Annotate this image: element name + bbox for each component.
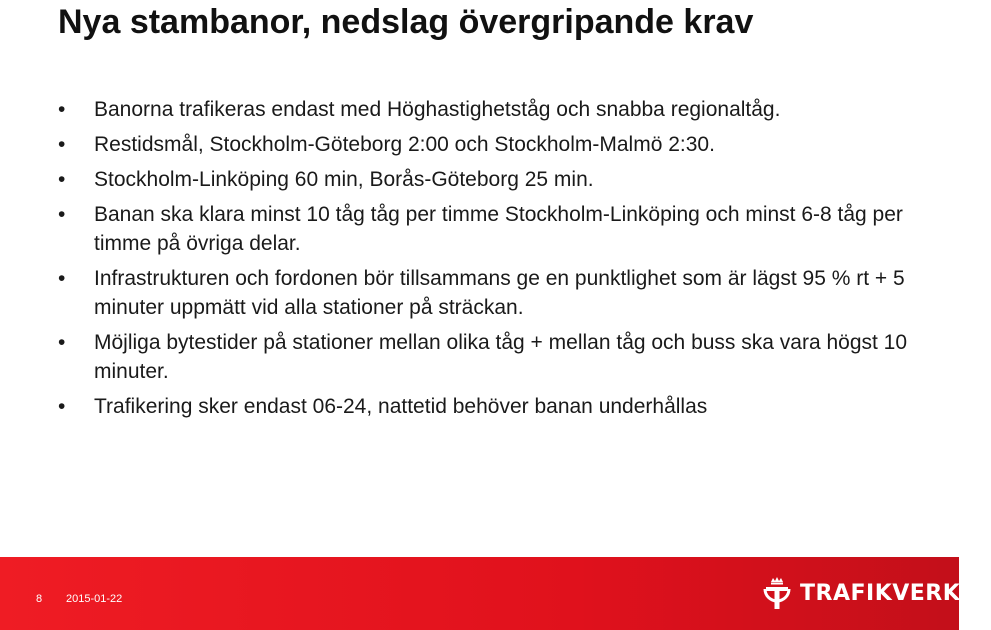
logo-text: TRAFIKVERKET [800, 580, 991, 606]
bullet-list [58, 95, 938, 427]
page-number: 8 [36, 593, 43, 605]
bullet-item: • Möjliga bytestider på stationer mellan olika tåg + mellan tåg och buss ska vara högst 10 minuter. [58, 328, 938, 386]
bullet-item: • Stockholm-Linköping 60 min, Borås-Göteborg 25 min. [58, 165, 938, 194]
bullet-item: • Banan ska klara minst 10 tåg tåg per timme Stockholm-Linköping och minst 6-8 tåg per timme på övriga delar. [58, 200, 938, 258]
bullet-item: • Restidsmål, Stockholm-Göteborg 2:00 och Stockholm-Malmö 2:30. [58, 130, 938, 159]
bullet-item: • Banorna trafikeras endast med Höghastighetståg och snabba regionaltåg. [58, 95, 938, 124]
bullet-item: • Infrastrukturen och fordonen bör tillsammans ge en punktlighet som är lägst 95 % rt + 5 minuter uppmätt vid alla stationer på sträckan. [58, 264, 938, 322]
bullet-item: • Trafikering sker endast 06-24, nattetid behöver banan underhållas [58, 392, 938, 421]
slide-title: Nya stambanor, nedslag övergripande krav [58, 3, 754, 41]
trafikverket-logo [760, 575, 991, 611]
footer-bar [0, 557, 991, 630]
footer-date: 2015-01-22 [66, 593, 123, 605]
crown-t-logo-icon [760, 575, 794, 611]
